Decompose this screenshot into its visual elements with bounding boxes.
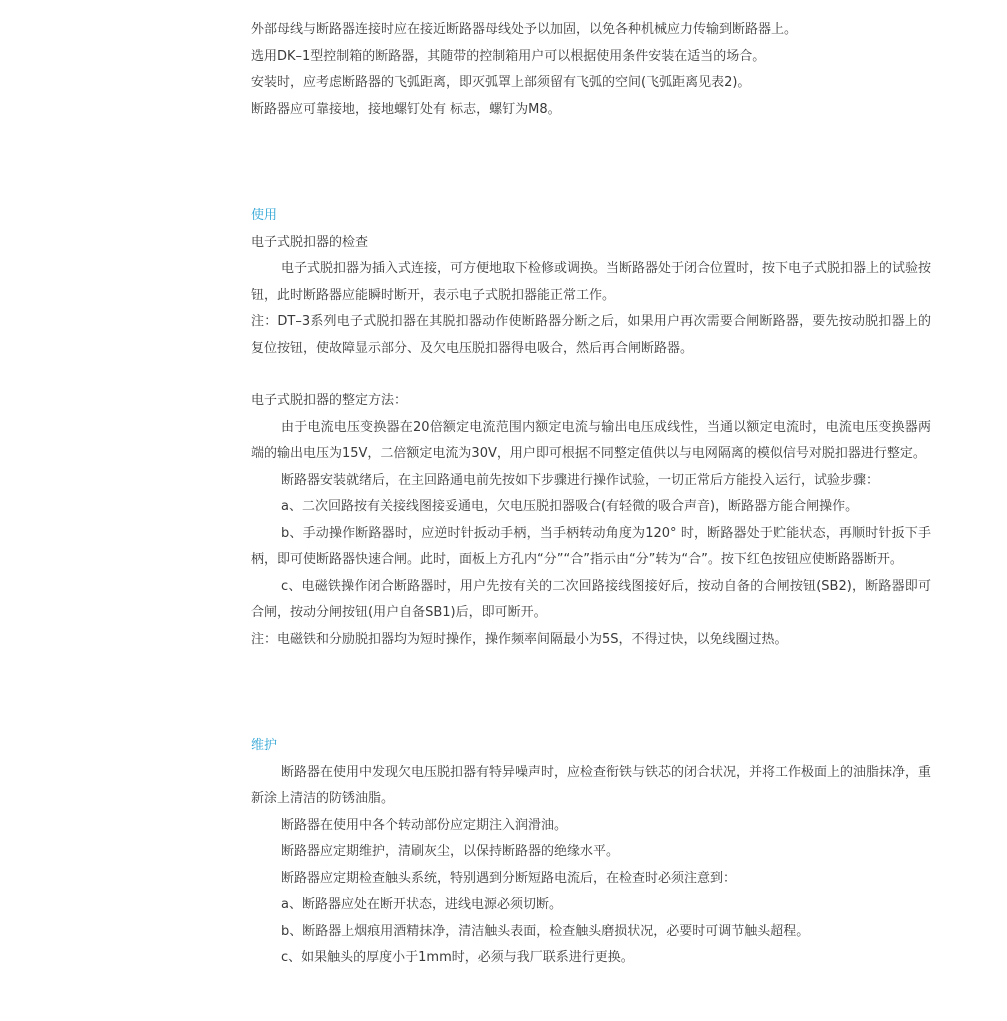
setting-method-text: 由于电流电压变换器在20倍额定电流范围内额定电流与输出电压成线性，当通以额定电流时，电流电压变换器两端的输出电压为15V，二倍额定电流为30V，用户即可根据不同整定值供以与电网隔离的模似信号对脱扣器进行整定。 xyxy=(251,419,931,461)
usage-section-title: 使用 xyxy=(251,208,278,223)
section-spacer xyxy=(251,123,931,203)
trip-unit-check-note: 注：DT–3系列电子式脱扣器在其脱扣器动作使断路器分断之后，如果用户再次需要合闸断路器，要先按动脱扣器上的复位按钮，使故障显示部分、及欠电压脱扣器得电吸合，然后再合闸断路器。 xyxy=(251,314,931,356)
maintenance-paragraph-2: 断路器在使用中各个转动部份应定期注入润滑油。 xyxy=(281,817,568,833)
maintenance-item-a: a、断路器应处在断开状态，进线电源必须切断。 xyxy=(281,897,562,912)
maintenance-section-title: 维护 xyxy=(251,738,278,753)
test-step-c: c、电磁铁操作闭合断路器时，用户先按有关的二次回路接线图接好后，按动自备的合闸按钮(SB2)，断路器即可合闸，按动分闸按钮(用户自备SB1)后，即可断开。 xyxy=(251,578,931,620)
intro-line-3: 安装时，应考虑断路器的飞弧距离，即灭弧罩上部须留有飞弧的空间(飞弧距离见表2)。 xyxy=(251,75,751,90)
paragraph-spacer xyxy=(251,362,931,388)
intro-line-1: 外部母线与断路器连接时应在接近断路器母线处予以加固，以免各种机械应力传输到断路器上。 xyxy=(251,22,798,37)
maintenance-paragraph-1: 断路器在使用中发现欠电压脱扣器有特异噪声时，应检查衔铁与铁芯的闭合状况，并将工作极面上的油脂抹净，重新涂上清洁的防锈油脂。 xyxy=(251,764,932,806)
operation-note: 注：电磁铁和分励脱扣器均为短时操作，操作频率间隔最小为5S，不得过快，以免线圈过热。 xyxy=(251,631,788,647)
maintenance-item-b: b、断路器上烟痕用酒精抹净，清洁触头表面，检查触头磨损状况，必要时可调节触头超程。 xyxy=(281,923,810,939)
test-step-b: b、手动操作断路器时，应逆时针扳动手柄，当手柄转动角度为120° 时，断路器处于贮能状态，再顺时针扳下手柄，即可使断路器快速合闸。此时，面板上方孔内“分”“合”指示由“分”转为“合”。按下红色按钮应使断路器断开。 xyxy=(251,525,931,567)
trip-unit-check-text: 电子式脱扣器为插入式连接，可方便地取下检修或调换。当断路器处于闭合位置时，按下电子式脱扣器上的试验按钮，此时断路器应能瞬时断开，表示电子式脱扣器能正常工作。 xyxy=(251,261,932,303)
test-step-a: a、二次回路按有关接线图接妥通电，欠电压脱扣器吸合(有轻微的吸合声音)，断路器方能合闸操作。 xyxy=(281,499,859,514)
trip-unit-check-title: 电子式脱扣器的检查 xyxy=(251,234,369,250)
maintenance-item-c: c、如果触头的厚度小于1mm时，必须与我厂联系进行更换。 xyxy=(281,950,634,965)
document-body xyxy=(251,17,931,972)
maintenance-paragraph-4: 断路器应定期检查触头系统，特别遇到分断短路电流后，在检查时必须注意到： xyxy=(281,870,737,886)
intro-line-4: 断路器应可靠接地，接地螺钉处有 标志，螺钉为M8。 xyxy=(251,101,561,117)
setting-method-title: 电子式脱扣器的整定方法： xyxy=(251,393,408,408)
maintenance-paragraph-3: 断路器应定期维护，清刷灰尘，以保持断路器的绝缘水平。 xyxy=(281,844,620,859)
intro-line-2: 选用DK–1型控制箱的断路器，其随带的控制箱用户可以根据使用条件安装在适当的场合。 xyxy=(251,48,766,64)
section-spacer xyxy=(251,653,931,733)
test-intro-text: 断路器安装就绪后，在主回路通电前先按如下步骤进行操作试验，一切正常后方能投入运行，试验步骤： xyxy=(281,472,880,488)
